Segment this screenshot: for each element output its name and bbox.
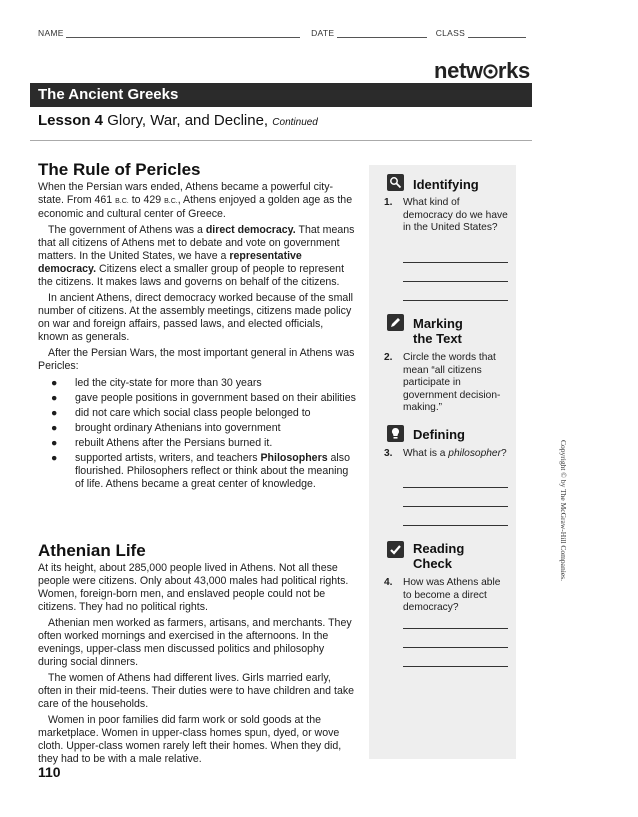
paragraph: Women in poor families did farm work or sold goods at the marketplace. Women in upper-class homes spun, dyed, or wove cloth. Upper-class women rarely left their homes. When they did, they had to be with a male relative. <box>38 714 342 765</box>
worksheet-header <box>38 28 528 38</box>
marking-heading: Marking the Text <box>413 316 463 346</box>
date-blank[interactable] <box>337 28 427 38</box>
section-athenian-life-body <box>38 562 356 766</box>
question-number: 2. <box>384 352 393 363</box>
marking-icon <box>387 314 404 331</box>
question-2-text: Circle the words that mean “all citizens participate in government decision-making.” <box>403 352 501 413</box>
lesson-name: Glory, War, and Decline, <box>107 112 269 129</box>
key-term: Philosophers <box>260 452 328 464</box>
class-label: CLASS <box>435 28 466 38</box>
defining-icon <box>387 425 404 442</box>
name-label: NAME <box>38 28 64 38</box>
identifying-heading: Identifying <box>413 177 479 192</box>
list-item: ● did not care which social class people belonged to <box>51 407 311 419</box>
page-number: 110 <box>38 764 61 780</box>
list-item: ● gave people positions in government based on their abilities <box>51 392 356 404</box>
lesson-number: Lesson 4 <box>38 112 104 129</box>
date-label: DATE <box>311 28 335 38</box>
section-heading-rule-of-pericles: The Rule of Pericles <box>38 160 201 179</box>
answer-line[interactable] <box>403 300 508 301</box>
paragraph: After the Persian Wars, the most important general in Athens was Pericles: <box>38 347 355 372</box>
list-item: ● supported artists, writers, and teachers Philosophers also flourished. Philosophers reflect or think about the meaning of life. Athens became a great center of knowledge. <box>51 452 350 490</box>
paragraph: Athenian men worked as farmers, artisans, and merchants. They often worked mornings and exercised in the afternoons. In the evenings, upper-class men discussed politics and philosophy during social dinners. <box>38 617 352 668</box>
question-number: 1. <box>384 197 393 208</box>
answer-line[interactable] <box>403 666 508 667</box>
name-blank[interactable] <box>66 28 300 38</box>
key-term: direct democracy. <box>205 224 296 236</box>
copyright-notice: Copyright © by The McGraw-Hill Companies. <box>559 440 568 581</box>
list-item: ● brought ordinary Athenians into government <box>51 422 281 434</box>
answer-line[interactable] <box>403 506 508 507</box>
paragraph: In ancient Athens, direct democracy worked because of the small number of citizens. At the assembly meetings, citizens made policy on war and foreign affairs, passed laws, and elected officials, known as generals. <box>38 292 354 343</box>
paragraph: The women of Athens had different lives. Girls married early, often in their mid-teens. Their duties were to have children and take care of the households. <box>38 672 355 710</box>
answer-line[interactable] <box>403 525 508 526</box>
paragraph: When the Persian wars ended, Athens became a powerful city-state. From 461 B.C. to 429 B.C., Athens enjoyed a golden age as the economic and cultural center of Greece. <box>38 181 353 220</box>
paragraph: At its height, about 285,000 people lived in Athens. Not all these people were citizens. Only about 43,000 males had political rights. Women, foreign-born men, and enslaved people could not be citizens. They had no political rights. <box>38 562 349 613</box>
unit-title: The Ancient Greeks <box>38 86 179 103</box>
globe-icon <box>483 64 498 79</box>
reading-check-icon <box>387 541 404 558</box>
defining-heading: Defining <box>413 427 465 442</box>
divider <box>30 140 532 141</box>
question-3-text: What is a philosopher? <box>403 448 507 459</box>
lesson-continued: Continued <box>272 117 318 128</box>
reading-check-heading: Reading Check <box>413 541 465 571</box>
class-blank[interactable] <box>468 28 526 38</box>
answer-line[interactable] <box>403 487 508 488</box>
lesson-title <box>38 112 318 129</box>
sidebar-panel <box>369 165 516 759</box>
section-heading-athenian-life: Athenian Life <box>38 541 146 560</box>
section-rule-of-pericles-body <box>38 181 356 493</box>
pericles-list <box>38 377 356 491</box>
answer-line[interactable] <box>403 262 508 263</box>
paragraph: The government of Athens was a direct democracy. That means that all citizens of Athens met to debate and vote on government matters. In the United States, we have a representative democracy. Citizens elect a smaller group of people to represent the citizens. It makes laws and governs on behalf of the citizens. <box>38 224 355 288</box>
key-term: representative democracy. <box>38 250 302 275</box>
identifying-icon <box>387 174 404 191</box>
answer-line[interactable] <box>403 281 508 282</box>
question-number: 3. <box>384 448 393 459</box>
question-4-text: How was Athens able to become a direct democracy? <box>403 577 501 613</box>
networks-logo: netw rks <box>433 58 530 83</box>
question-1-text: What kind of democracy do we have in the United States? <box>403 197 508 233</box>
answer-line[interactable] <box>403 628 508 629</box>
list-item: ● led the city-state for more than 30 years <box>51 377 262 389</box>
answer-line[interactable] <box>403 647 508 648</box>
question-number: 4. <box>384 577 393 588</box>
list-item: ● rebuilt Athens after the Persians burned it. <box>51 437 273 449</box>
